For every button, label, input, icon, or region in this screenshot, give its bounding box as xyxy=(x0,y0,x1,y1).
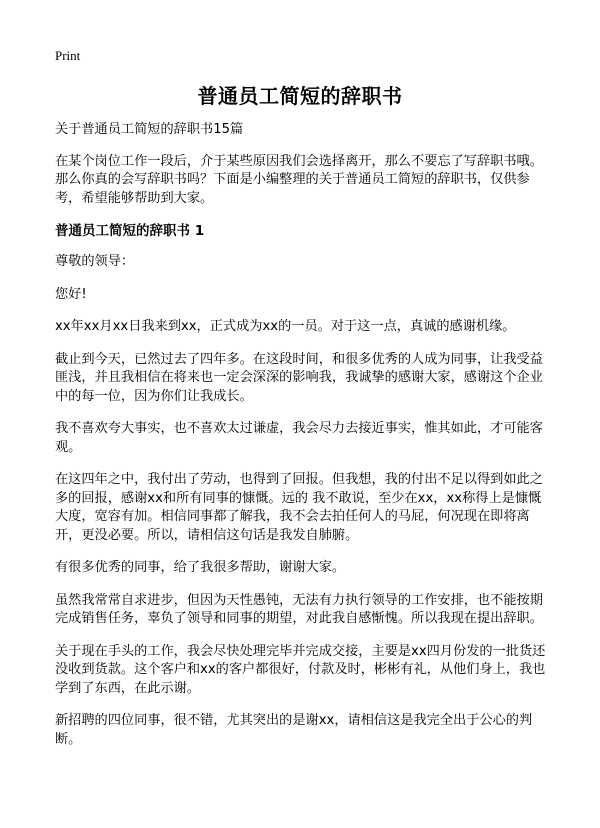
intro-paragraph: 在某个岗位工作一段后，介于某些原因我们会选择离开，那么不要忘了写辞职书哦。那么你真的会写辞职书吗？下面是小编整理的关于普通员工简短的辞职书，仅供参考，希望能够帮助到大家。 xyxy=(55,153,543,206)
body-paragraph: 您好! xyxy=(55,286,87,302)
page-title: 普通员工简短的辞职书 xyxy=(197,84,403,108)
body-paragraph: 虽然我常常自求进步，但因为天性愚钝，无法有力执行领导的工作安排，也不能按期完成销售任务，辜负了领导和同事的期望，对此我自感惭愧。所以我现在提出辞职。 xyxy=(55,592,543,626)
body-paragraph: 新招聘的四位同事，很不错，尤其突出的是谢xx，请相信这是我完全出于公心的判断。 xyxy=(55,713,533,747)
body-paragraph: 截止到今天，已然过去了四年多。在这段时间，和很多优秀的人成为同事，让我受益匪浅，并且我相信在将来也一定会深深的影响我，我诚挚的感谢大家，感谢这个企业中的每一位，因为你们让我成长。 xyxy=(55,351,543,404)
print-link[interactable]: Print xyxy=(55,48,81,63)
body-paragraph: xx年xx月xx日我来到xx，正式成为xx的一员。对于这一点，真诚的感谢机缘。 xyxy=(55,319,516,334)
document-subtitle: 关于普通员工简短的辞职书15篇 xyxy=(55,122,244,137)
body-paragraph: 在这四年之中，我付出了劳动，也得到了回报。但我想，我的付出不足以得到如此之多的回报，感谢xx和所有同事的慷慨。远的 我不敢说，至少在xx，xx称得上是慷慨大度，宽容有加。相信同事都了解我，我不会去拍任何人的马屁，何况现在即将离开，更没必要。所以，请相信这句话是我发自肺腑。 xyxy=(55,472,543,543)
body-paragraph: 有很多优秀的同事，给了我很多帮助，谢谢大家。 xyxy=(55,560,346,575)
body-paragraph: 尊敬的领导： xyxy=(55,254,135,269)
document-body xyxy=(55,121,550,763)
body-paragraph: 关于现在手头的工作，我会尽快处理完毕并完成交接，主要是xx四月份发的一批货还没收到货款。这个客户和xx的客户都很好，付款及时，彬彬有礼，从他们身上，我也学到了东西，在此示谢。 xyxy=(55,643,546,696)
section-heading: 普通员工简短的辞职书 1 xyxy=(55,223,205,239)
body-paragraph: 我不喜欢夸大事实，也不喜欢太过谦虚，我会尽力去接近事实，惟其如此，才可能客观。 xyxy=(55,421,543,455)
